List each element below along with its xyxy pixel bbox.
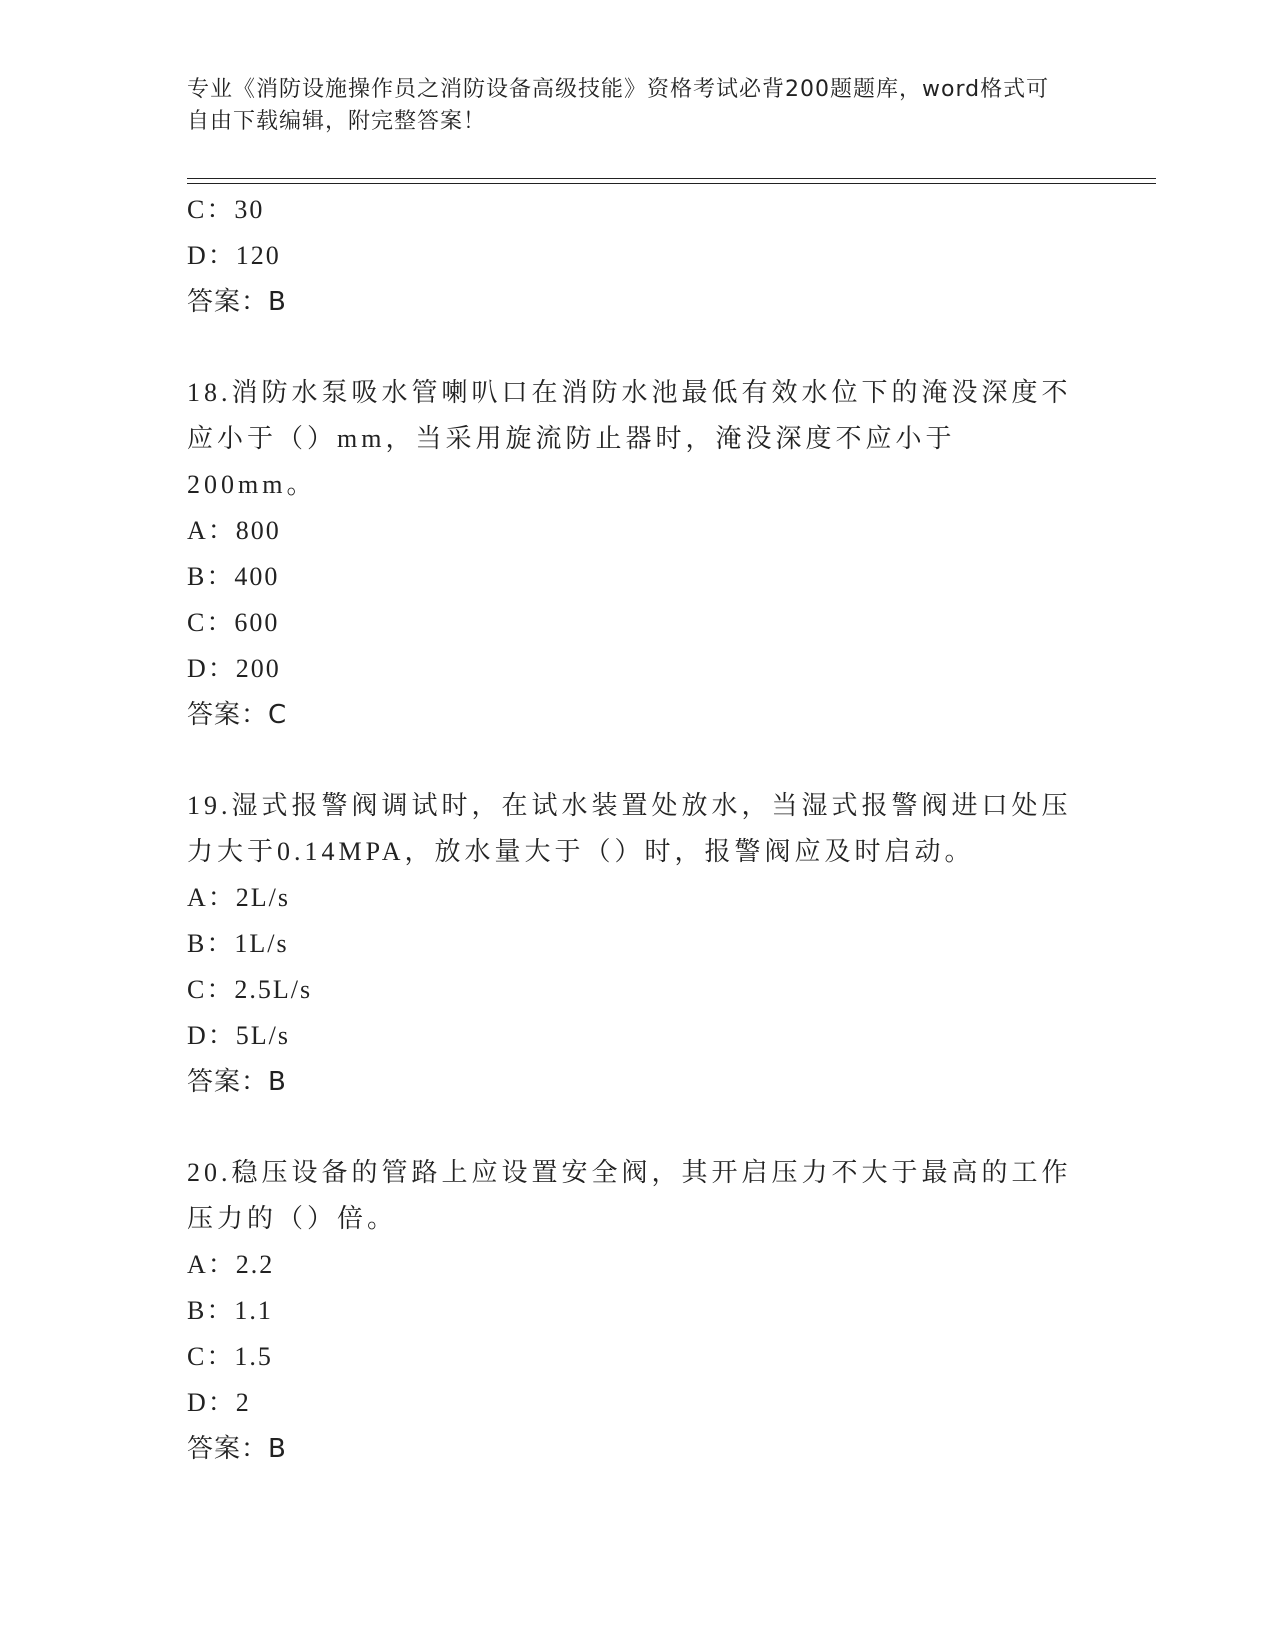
document-header: 专业《消防设施操作员之消防设备高级技能》资格考试必背200题题库，word格式可自由下载编辑，附完整答案！ bbox=[187, 77, 1050, 134]
option-b: B：1L/s bbox=[187, 929, 289, 958]
option-c: C：600 bbox=[187, 608, 280, 637]
option-c: C：1.5 bbox=[187, 1342, 273, 1371]
question-content bbox=[187, 187, 1087, 1472]
option-d: D：200 bbox=[187, 654, 281, 683]
option-c: C：30 bbox=[187, 195, 265, 224]
option-d: D：5L/s bbox=[187, 1021, 291, 1050]
answer: 答案：B bbox=[187, 287, 287, 317]
option-a: A：2L/s bbox=[187, 883, 291, 912]
question-text: 20.稳压设备的管路上应设置安全阀，其开启压力不大于最高的工作压力的（）倍。 bbox=[187, 1158, 1072, 1233]
header-divider-top bbox=[187, 178, 1156, 179]
option-a: A：800 bbox=[187, 516, 281, 545]
option-d: D：120 bbox=[187, 241, 281, 270]
option-d: D：2 bbox=[187, 1388, 251, 1417]
question-text: 18.消防水泵吸水管喇叭口在消防水池最低有效水位下的淹没深度不应小于（）mm，当采用旋流防止器时，淹没深度不应小于200mm。 bbox=[187, 378, 1072, 499]
option-c: C：2.5L/s bbox=[187, 975, 313, 1004]
answer: 答案：B bbox=[187, 1067, 287, 1097]
question-text: 19.湿式报警阀调试时，在试水装置处放水，当湿式报警阀进口处压力大于0.14MPA，放水量大于（）时，报警阀应及时启动。 bbox=[187, 791, 1072, 866]
answer: 答案：B bbox=[187, 1434, 287, 1464]
question-20 bbox=[187, 1150, 1087, 1472]
question-19 bbox=[187, 783, 1087, 1105]
question-18 bbox=[187, 370, 1087, 738]
option-b: B：1.1 bbox=[187, 1296, 273, 1325]
answer: 答案：C bbox=[187, 700, 288, 730]
option-a: A：2.2 bbox=[187, 1250, 275, 1279]
header-divider-bottom bbox=[187, 183, 1156, 184]
previous-question-tail bbox=[187, 187, 1087, 325]
option-b: B：400 bbox=[187, 562, 280, 591]
